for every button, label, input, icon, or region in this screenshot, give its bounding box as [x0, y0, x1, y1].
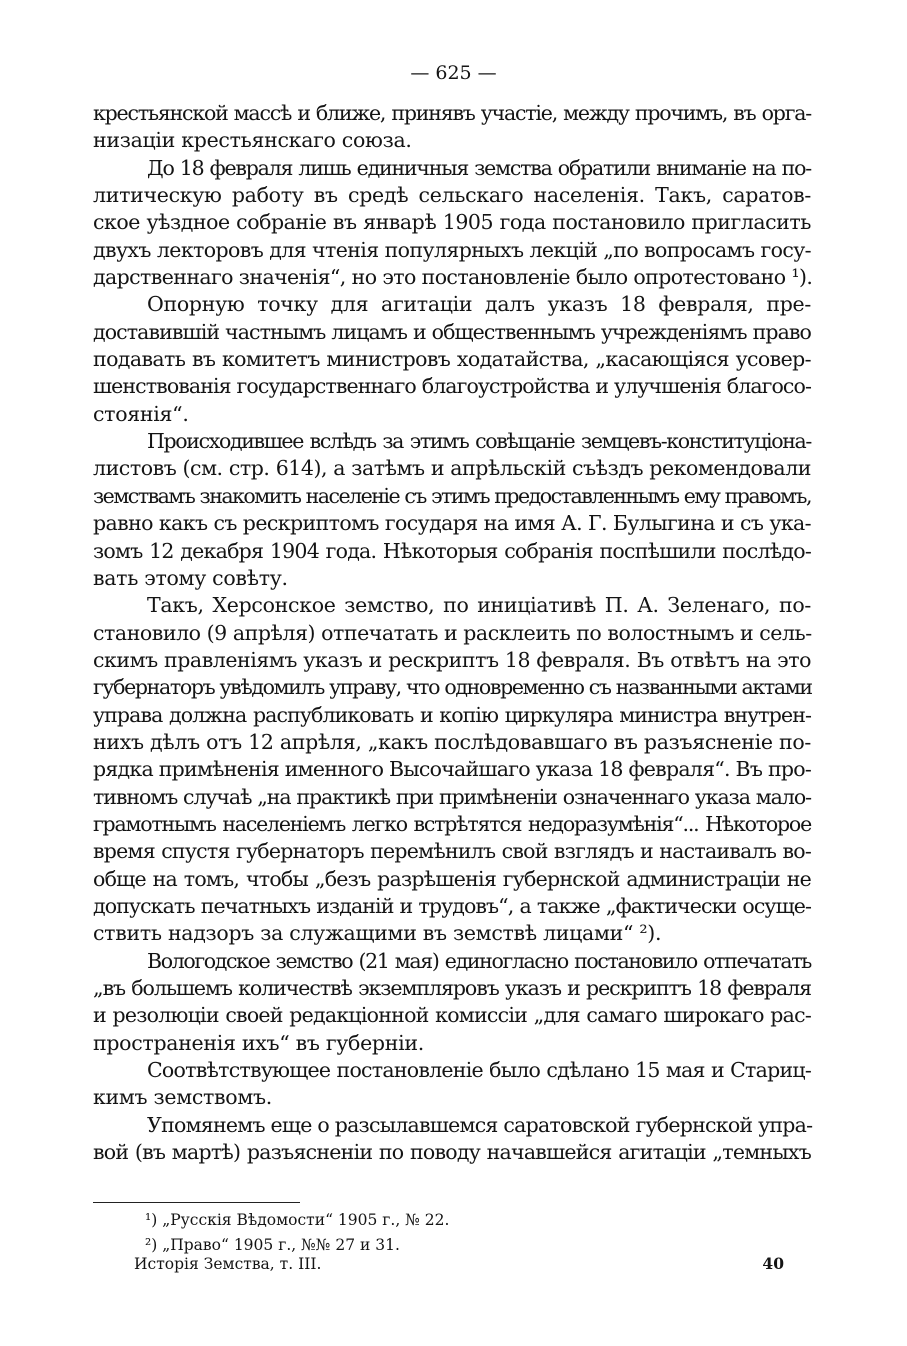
text-line: Вологодское земство (21 мая) единогласно постановило отпечатать [147, 948, 811, 973]
footnote-1 [145, 1208, 449, 1233]
footnote-mark: ¹) [145, 1211, 158, 1229]
text-line: обще на томъ, чтобы „безъ разрѣшенія губернской администраціи не [93, 866, 811, 891]
text-line: стоянія“. [93, 401, 189, 426]
text-line: двухъ лекторовъ для чтенія популярныхъ лекцій „по вопросамъ госу- [93, 237, 811, 262]
book-signature: Исторія Земства, т. III. [134, 1255, 322, 1273]
text-line: шенствованія государственнаго благоустройства и улучшенія благосо- [93, 374, 811, 399]
text-line: допускать печатныхъ изданій и трудовъ“, а также „фактически осуще- [93, 893, 811, 918]
text-line: Опорную точку для агитаціи далъ указъ 18 февраля, пре- [147, 292, 811, 317]
text-line: грамотнымъ населеніемъ легко встрѣтятся недоразумѣнія“... Нѣкоторое [93, 811, 811, 836]
text-line: губернаторъ увѣдомилъ управу, что одновременно съ названными актами [93, 675, 812, 700]
text-line: и резолюціи своей редакціонной комиссіи „для самаго широкаго рас- [93, 1003, 811, 1028]
text-line: листовъ (см. стр. 614), а затѣмъ и апрѣльскій съѣздъ рекомендовали [93, 456, 811, 481]
body-text [93, 100, 811, 1166]
footnote-separator [93, 1202, 300, 1203]
text-line: До 18 февраля лишь единичныя земства обратили вниманіе на по- [147, 155, 811, 180]
text-line: тивномъ случаѣ „на практикѣ при примѣненіи означеннаго указа мало- [93, 784, 811, 809]
sheet-number: 40 [762, 1254, 784, 1273]
text-line: доставившій частнымъ лицамъ и общественнымъ учрежденіямъ право [93, 319, 811, 344]
text-line: кимъ земствомъ. [93, 1085, 272, 1110]
text-line: Происходившее вслѣдъ за этимъ совѣщаніе земцевъ-конституціона- [147, 429, 811, 454]
text-line: нихъ дѣлъ отъ 12 апрѣля, „какъ послѣдовавшаго въ разъясненіе по- [93, 729, 811, 754]
text-line: зомъ 12 декабря 1904 года. Нѣкоторыя собранія поспѣшили послѣдо- [93, 538, 811, 563]
text-line: подавать въ комитетъ министровъ ходатайства, „касающіяся усовер- [93, 347, 811, 372]
text-line: вой (въ мартѣ) разъясненіи по поводу начавшейся агитаціи „темныхъ [93, 1140, 811, 1165]
text-line: крестьянской массѣ и ближе, принявъ участіе, между прочимъ, въ орга- [93, 101, 811, 125]
text-line: становило (9 апрѣля) отпечатать и расклеить по волостнымъ и сель- [93, 620, 812, 645]
footnote-text: „Русскія Вѣдомости“ 1905 г., № 22. [162, 1211, 450, 1229]
text-line: ствить надзоръ за служащими въ земствѣ лицами“ ²). [93, 921, 662, 946]
text-line: Упомянемъ еще о разсылавшемся саратовской губернской упра- [147, 1112, 813, 1137]
text-line: время спустя губернаторъ перемѣнилъ свой взглядъ и настаивалъ во- [93, 839, 811, 864]
text-line: земствамъ знакомить населеніе съ этимъ предоставленнымъ ему правомъ, [93, 483, 811, 508]
text-line: равно какъ съ рескриптомъ государя на имя А. Г. Булыгина и съ ука- [93, 511, 811, 536]
text-line: управа должна распубликовать и копію циркуляра министра внутрен- [93, 702, 811, 727]
text-line: „въ большемъ количествѣ экземпляровъ указъ и рескриптъ 18 февраля [93, 976, 811, 1000]
footnote-text: „Право“ 1905 г., №№ 27 и 31. [162, 1236, 400, 1254]
text-line: Такъ, Херсонское земство, по иниціативѣ П. А. Зеленаго, по- [147, 593, 811, 618]
text-line: низаціи крестьянскаго союза. [93, 128, 412, 153]
text-line: скимъ правленіямъ указъ и рескриптъ 18 февраля. Въ отвѣтъ на это [93, 647, 811, 672]
footnotes [145, 1208, 449, 1258]
text-line: ское уѣздное собраніе въ январѣ 1905 года постановило пригласить [93, 210, 811, 235]
text-line: рядка примѣненія именного Высочайшаго указа 18 февраля“. Въ про- [93, 757, 811, 782]
text-line: Соотвѣтствующее постановленіе было сдѣлано 15 мая и Стариц- [147, 1058, 811, 1083]
footnote-mark: ²) [145, 1236, 158, 1254]
page-number: — 625 — [410, 62, 497, 84]
text-line: дарственнаго значенія“, но это постановленіе было опротестовано ¹). [93, 265, 813, 290]
text-line: пространенія ихъ“ въ губерніи. [93, 1030, 424, 1055]
text-line: литическую работу въ средѣ сельскаго населенія. Такъ, саратов- [93, 183, 811, 208]
text-line: вать этому совѣту. [93, 565, 288, 590]
